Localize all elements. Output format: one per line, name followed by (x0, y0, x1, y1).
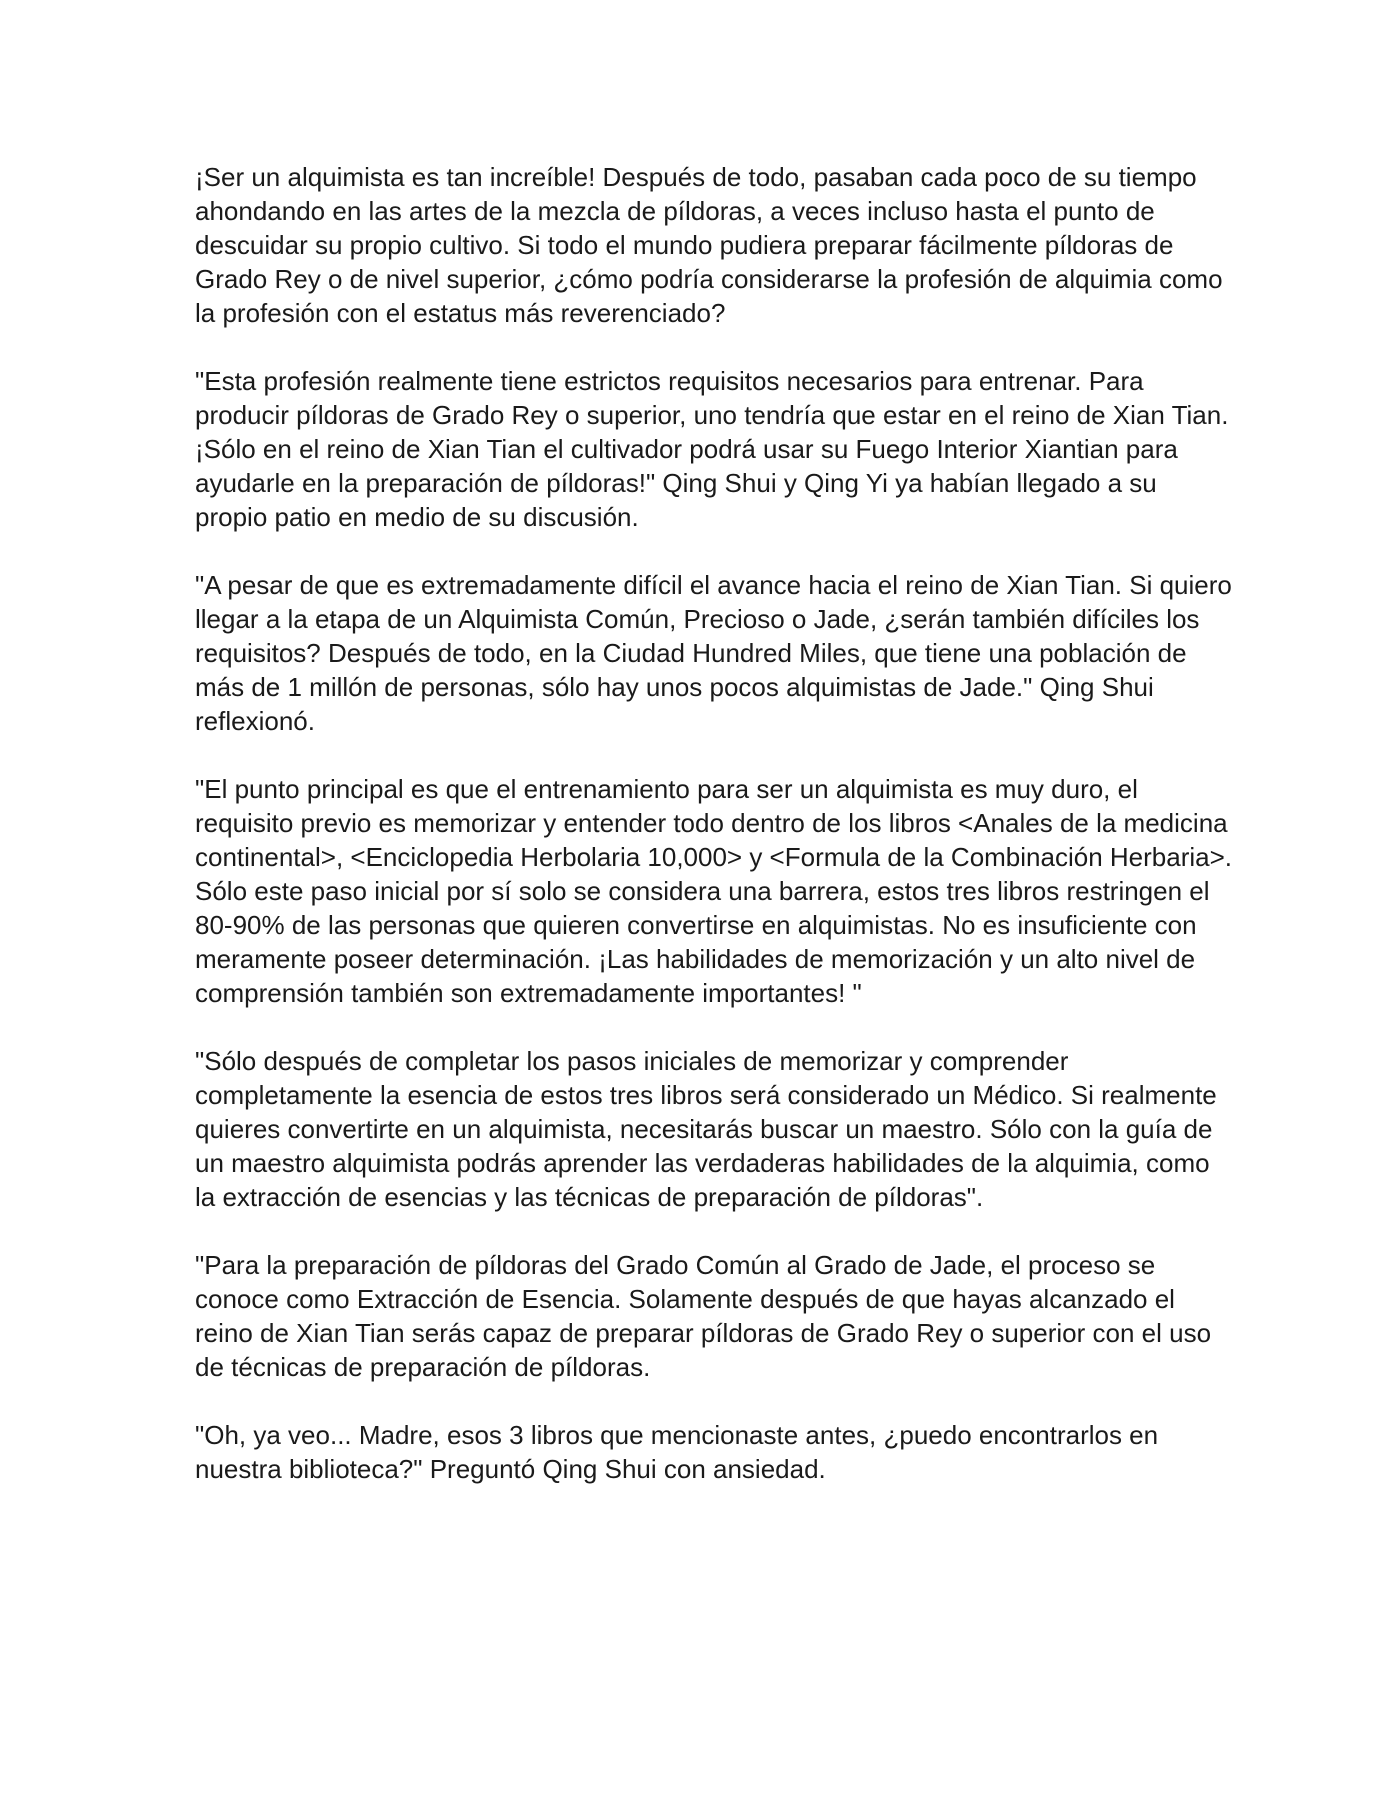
paragraph-3: "A pesar de que es extremadamente difícil el avance hacia el reino de Xian Tian. Si quiero llegar a la etapa de un Alquimista Común, Precioso o Jade, ¿serán también difíciles los requisitos? Después de todo, en la Ciudad Hundred Miles, que tiene una población de más de 1 millón de personas, sólo hay unos pocos alquimistas de Jade." Qing Shui reflexionó. (195, 570, 1232, 736)
paragraph-4: "El punto principal es que el entrenamiento para ser un alquimista es muy duro, el requisito previo es memorizar y entender todo dentro de los libros <Anales de la medicina continental>, <Enciclopedia Herbolaria 10,000> y <Formula de la Combinación Herbaria>. Sólo este paso inicial por sí solo se considera una barrera, estos tres libros restringen el 80-90% de las personas que quieren convertirse en alquimistas. No es insuficiente con meramente poseer determinación. ¡Las habilidades de memorización y un alto nivel de comprensión también son extremadamente importantes! " (195, 774, 1233, 1008)
paragraph-7: "Oh, ya veo... Madre, esos 3 libros que mencionaste antes, ¿puedo encontrarlos en nuestra biblioteca?" Preguntó Qing Shui con ansiedad. (195, 1420, 1159, 1484)
paragraph-2: "Esta profesión realmente tiene estrictos requisitos necesarios para entrenar. Para producir píldoras de Grado Rey o superior, uno tendría que estar en el reino de Xian Tian. ¡Sólo en el reino de Xian Tian el cultivador podrá usar su Fuego Interior Xiantian para ayudarle en la preparación de píldoras!" Qing Shui y Qing Yi ya habían llegado a su propio patio en medio de su discusión. (195, 366, 1229, 532)
paragraph-5: "Sólo después de completar los pasos iniciales de memorizar y comprender completamente la esencia de estos tres libros será considerado un Médico. Si realmente quieres convertirte en un alquimista, necesitarás buscar un maestro. Sólo con la guía de un maestro alquimista podrás aprender las verdaderas habilidades de la alquimia, como la extracción de esencias y las técnicas de preparación de píldoras". (195, 1046, 1217, 1212)
paragraph-1: ¡Ser un alquimista es tan increíble! Después de todo, pasaban cada poco de su tiempo ahondando en las artes de la mezcla de píldoras, a veces incluso hasta el punto de descuidar su propio cultivo. Si todo el mundo pudiera preparar fácilmente píldoras de Grado Rey o de nivel superior, ¿cómo podría considerarse la profesión de alquimia como la profesión con el estatus más reverenciado? (195, 162, 1223, 328)
paragraph-6: "Para la preparación de píldoras del Grado Común al Grado de Jade, el proceso se conoce como Extracción de Esencia. Solamente después de que hayas alcanzado el reino de Xian Tian serás capaz de preparar píldoras de Grado Rey o superior con el uso de técnicas de preparación de píldoras. (195, 1250, 1212, 1382)
document-body (195, 160, 1235, 1520)
